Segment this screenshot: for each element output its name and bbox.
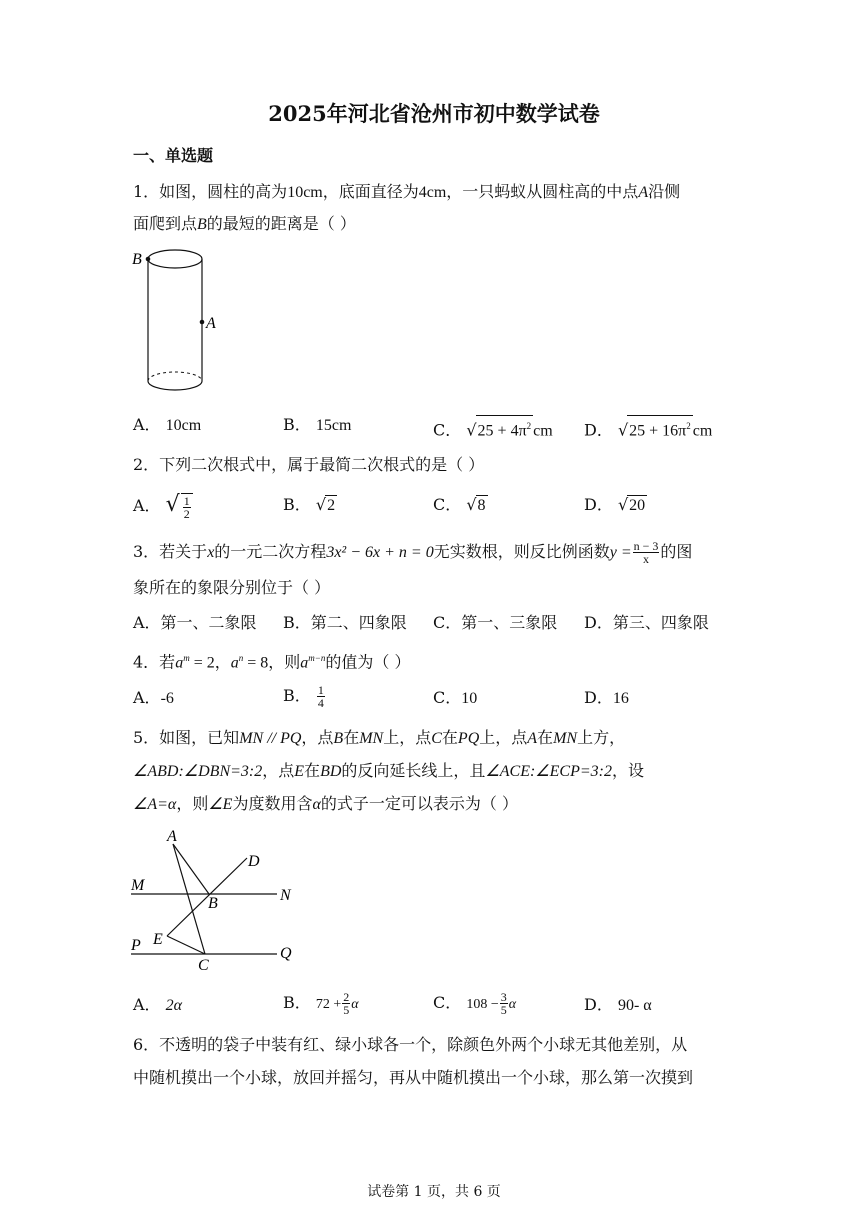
- q1-line1: 1．如图，圆柱的高为10cm，底面直径为4cm，一只蚂蚁从圆柱高的中点A沿侧: [133, 182, 681, 201]
- fig-label-q: Q: [280, 945, 292, 962]
- q5-option-b[interactable]: B． 72 + $\frac{2}{5}$ α: [283, 990, 359, 1017]
- q3-option-a[interactable]: A．第一、二象限: [133, 613, 257, 632]
- fig-label-d: D: [248, 853, 260, 870]
- q4-text: 4．若$a^m = 2$，$a^n = 8$，则$a^{m-n}$的值为（ ）: [133, 652, 411, 672]
- section-heading: 一、单选题: [133, 146, 214, 165]
- q3-option-d[interactable]: D．第三、四象限: [584, 613, 709, 632]
- q3-option-c[interactable]: C．第一、三象限: [433, 613, 558, 632]
- q1-option-a[interactable]: A． 10cm: [133, 415, 202, 434]
- fig-label-c: C: [198, 957, 209, 974]
- fig-label-n: N: [280, 887, 291, 904]
- q3-option-b[interactable]: B．第二、四象限: [283, 613, 407, 632]
- q5-option-d[interactable]: D． 90- α: [584, 995, 652, 1014]
- page-title: 2025年河北省沧州市初中数学试卷: [268, 101, 600, 126]
- q1-option-d[interactable]: D． $√25 + 16\pi^2$ cm: [584, 415, 712, 441]
- q5-geometry-figure: [125, 826, 305, 976]
- page-footer: 试卷第 1 页，共 6 页: [367, 1184, 501, 1200]
- q2-option-d[interactable]: D． √20: [584, 495, 646, 514]
- q3-line2: 象所在的象限分别位于（ ）: [133, 578, 331, 597]
- q6-line1: 6．不透明的袋子中装有红、绿小球各一个，除颜色外两个小球无其他差别，从: [133, 1035, 688, 1054]
- q2-text: 2．下列二次根式中，属于最简二次根式的是（ ）: [133, 455, 485, 474]
- q5-option-a[interactable]: A． 2α: [133, 995, 183, 1014]
- fig-label-b: B: [208, 895, 218, 912]
- q6-line2: 中随机摸出一个小球，放回并摇匀，再从中随机摸出一个小球，那么第一次摸到: [133, 1068, 694, 1087]
- q3-line1: 3．若关于x的一元二次方程3x² − 6x + n = 0无实数根，则反比例函数y = $\frac{n - 3}{x}$ 的图: [133, 539, 693, 566]
- fig-label-e: E: [153, 931, 163, 948]
- q1-cylinder-figure: [125, 243, 235, 398]
- q1-option-b[interactable]: B． 15cm: [283, 415, 352, 434]
- q4-option-c[interactable]: C．10: [433, 688, 478, 707]
- q4-option-a[interactable]: A．-6: [133, 688, 174, 707]
- q4-option-d[interactable]: D．16: [584, 688, 629, 707]
- q5-line2: ∠ABD:∠DBN=3:2，点E在BD的反向延长线上，且∠ACE:∠ECP=3:2，设: [133, 761, 644, 780]
- q5-line3: ∠A=α，则∠E为度数用含α的式子一定可以表示为（ ）: [133, 794, 518, 813]
- q2-option-a[interactable]: A． √ $\frac{1}{2}$: [133, 493, 194, 520]
- q4-option-b[interactable]: B． $\frac{1}{4}$: [283, 683, 324, 710]
- fig-label-m: M: [131, 877, 145, 894]
- q1-option-c[interactable]: C． $√25 + 4\pi^2$ cm: [433, 415, 553, 441]
- fig-label-a: A: [167, 828, 177, 845]
- q2-option-b[interactable]: B． √2: [283, 495, 336, 514]
- fig-label-p: P: [131, 937, 141, 954]
- q5-line1: 5．如图，已知MN // PQ，点B在MN上，点C在PQ上，点A在MN上方，: [133, 728, 626, 747]
- q1-line2: 面爬到点B的最短的距离是（ ）: [133, 214, 356, 233]
- fig-label-b: B: [132, 251, 142, 268]
- q5-option-c[interactable]: C． 108 − $\frac{3}{5}$ α: [433, 990, 517, 1017]
- q2-option-c[interactable]: C． √8: [433, 495, 486, 514]
- fig-label-a: A: [206, 315, 216, 332]
